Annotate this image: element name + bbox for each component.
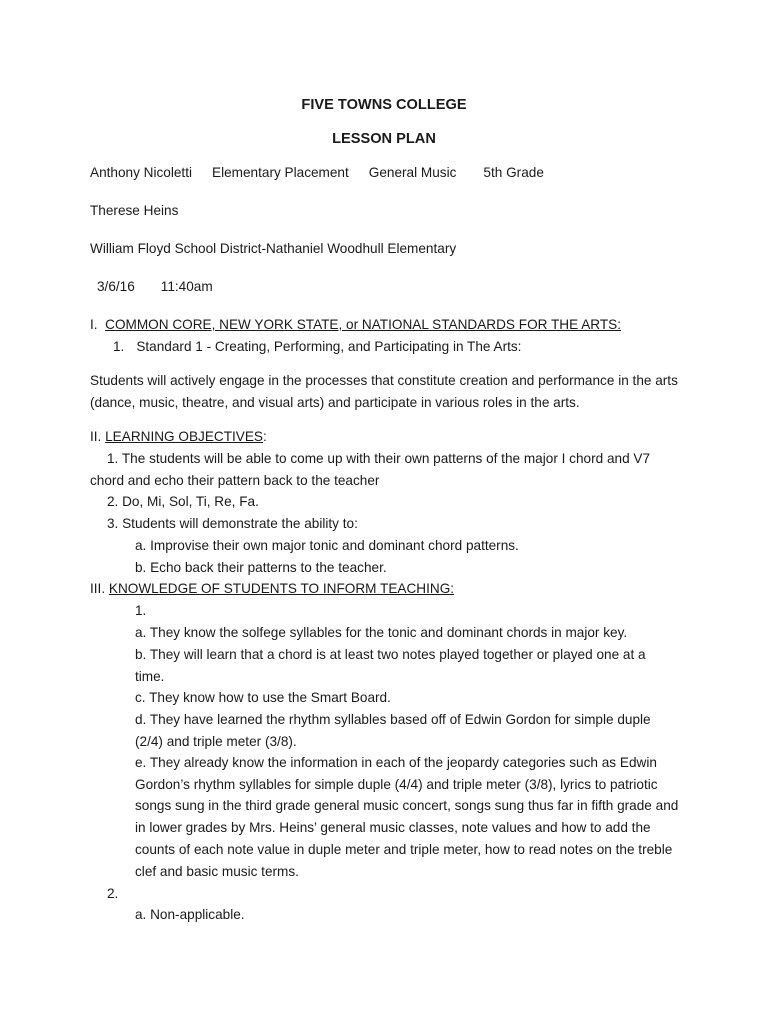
objective-3b: b. Echo back their patterns to the teacher. — [135, 560, 387, 575]
section-3-heading — [90, 578, 454, 600]
knowledge-1-number: 1. — [135, 603, 147, 618]
knowledge-1d: d. They have learned the rhythm syllables based off of Edwin Gordon for simple duple (2/4) and triple meter (3/8). — [135, 712, 651, 749]
college-name: FIVE TOWNS COLLEGE — [301, 97, 467, 113]
section-1-number: I. — [90, 317, 98, 332]
section-1-item-number: 1. — [113, 339, 125, 354]
knowledge-1c: c. They know how to use the Smart Board. — [135, 690, 391, 705]
info-line — [90, 162, 544, 184]
section-2-title: LEARNING OBJECTIVES — [105, 429, 263, 444]
placement: Elementary Placement — [212, 165, 349, 180]
subject: General Music — [368, 165, 457, 180]
document-title: LESSON PLAN — [332, 131, 436, 147]
objective-3a: a. Improvise their own major tonic and dominant chord patterns. — [135, 538, 519, 553]
section-1-heading — [90, 314, 621, 336]
lesson-date: 3/6/16 — [97, 279, 135, 294]
section-2-heading — [90, 426, 267, 448]
section-2-number: II. — [90, 429, 102, 444]
section-1-item — [113, 336, 521, 358]
grade: 5th Grade — [483, 165, 544, 180]
standards-paragraph: Students will actively engage in the processes that constitute creation and performance in the arts (dance, music, theatre, and visual arts) and participate in various roles in the arts. — [90, 373, 678, 410]
knowledge-1b: b. They will learn that a chord is at least two notes played together or played one at a time. — [135, 647, 646, 684]
objective-3: 3. Students will demonstrate the ability to: — [107, 516, 358, 531]
date-time-line — [97, 276, 213, 298]
knowledge-2-number: 2. — [107, 886, 119, 901]
knowledge-1a: a. They know the solfege syllables for the tonic and dominant chords in major key. — [135, 625, 628, 640]
knowledge-2a: a. Non-applicable. — [135, 907, 245, 922]
lesson-time: 11:40am — [160, 279, 213, 294]
cooperating-teacher: Therese Heins — [90, 203, 179, 218]
section-3-title: KNOWLEDGE OF STUDENTS TO INFORM TEACHING: — [108, 581, 455, 596]
knowledge-1e: e. They already know the information in each of the jeopardy categories such as Edwin Gordon’s rhythm syllables for simple duple (4/4) and triple meter (3/8), lyrics to patriotic songs sung in the third grade general music concert, songs sung thus far in fifth grade and in lower grades by Mrs. Heins’ general music classes, note values and how to add the counts of each note value in duple meter and triple meter, how to read notes on the treble clef and basic music terms. — [135, 755, 679, 879]
objective-2: 2. Do, Mi, Sol, Ti, Re, Fa. — [107, 494, 259, 509]
student-name: Anthony Nicoletti — [90, 165, 193, 180]
section-1-title: COMMON CORE, NEW YORK STATE, or NATIONAL STANDARDS FOR THE ARTS: — [105, 317, 621, 332]
section-1-item-text: Standard 1 - Creating, Performing, and Participating in The Arts: — [136, 339, 522, 354]
section-3-number: III. — [90, 581, 106, 596]
school-name: William Floyd School District-Nathaniel Woodhull Elementary — [90, 241, 457, 256]
section-2-colon: : — [263, 429, 267, 444]
objective-1: 1. The students will be able to come up with their own patterns of the major I chord and V7 chord and echo their pattern back to the teacher — [90, 451, 651, 488]
